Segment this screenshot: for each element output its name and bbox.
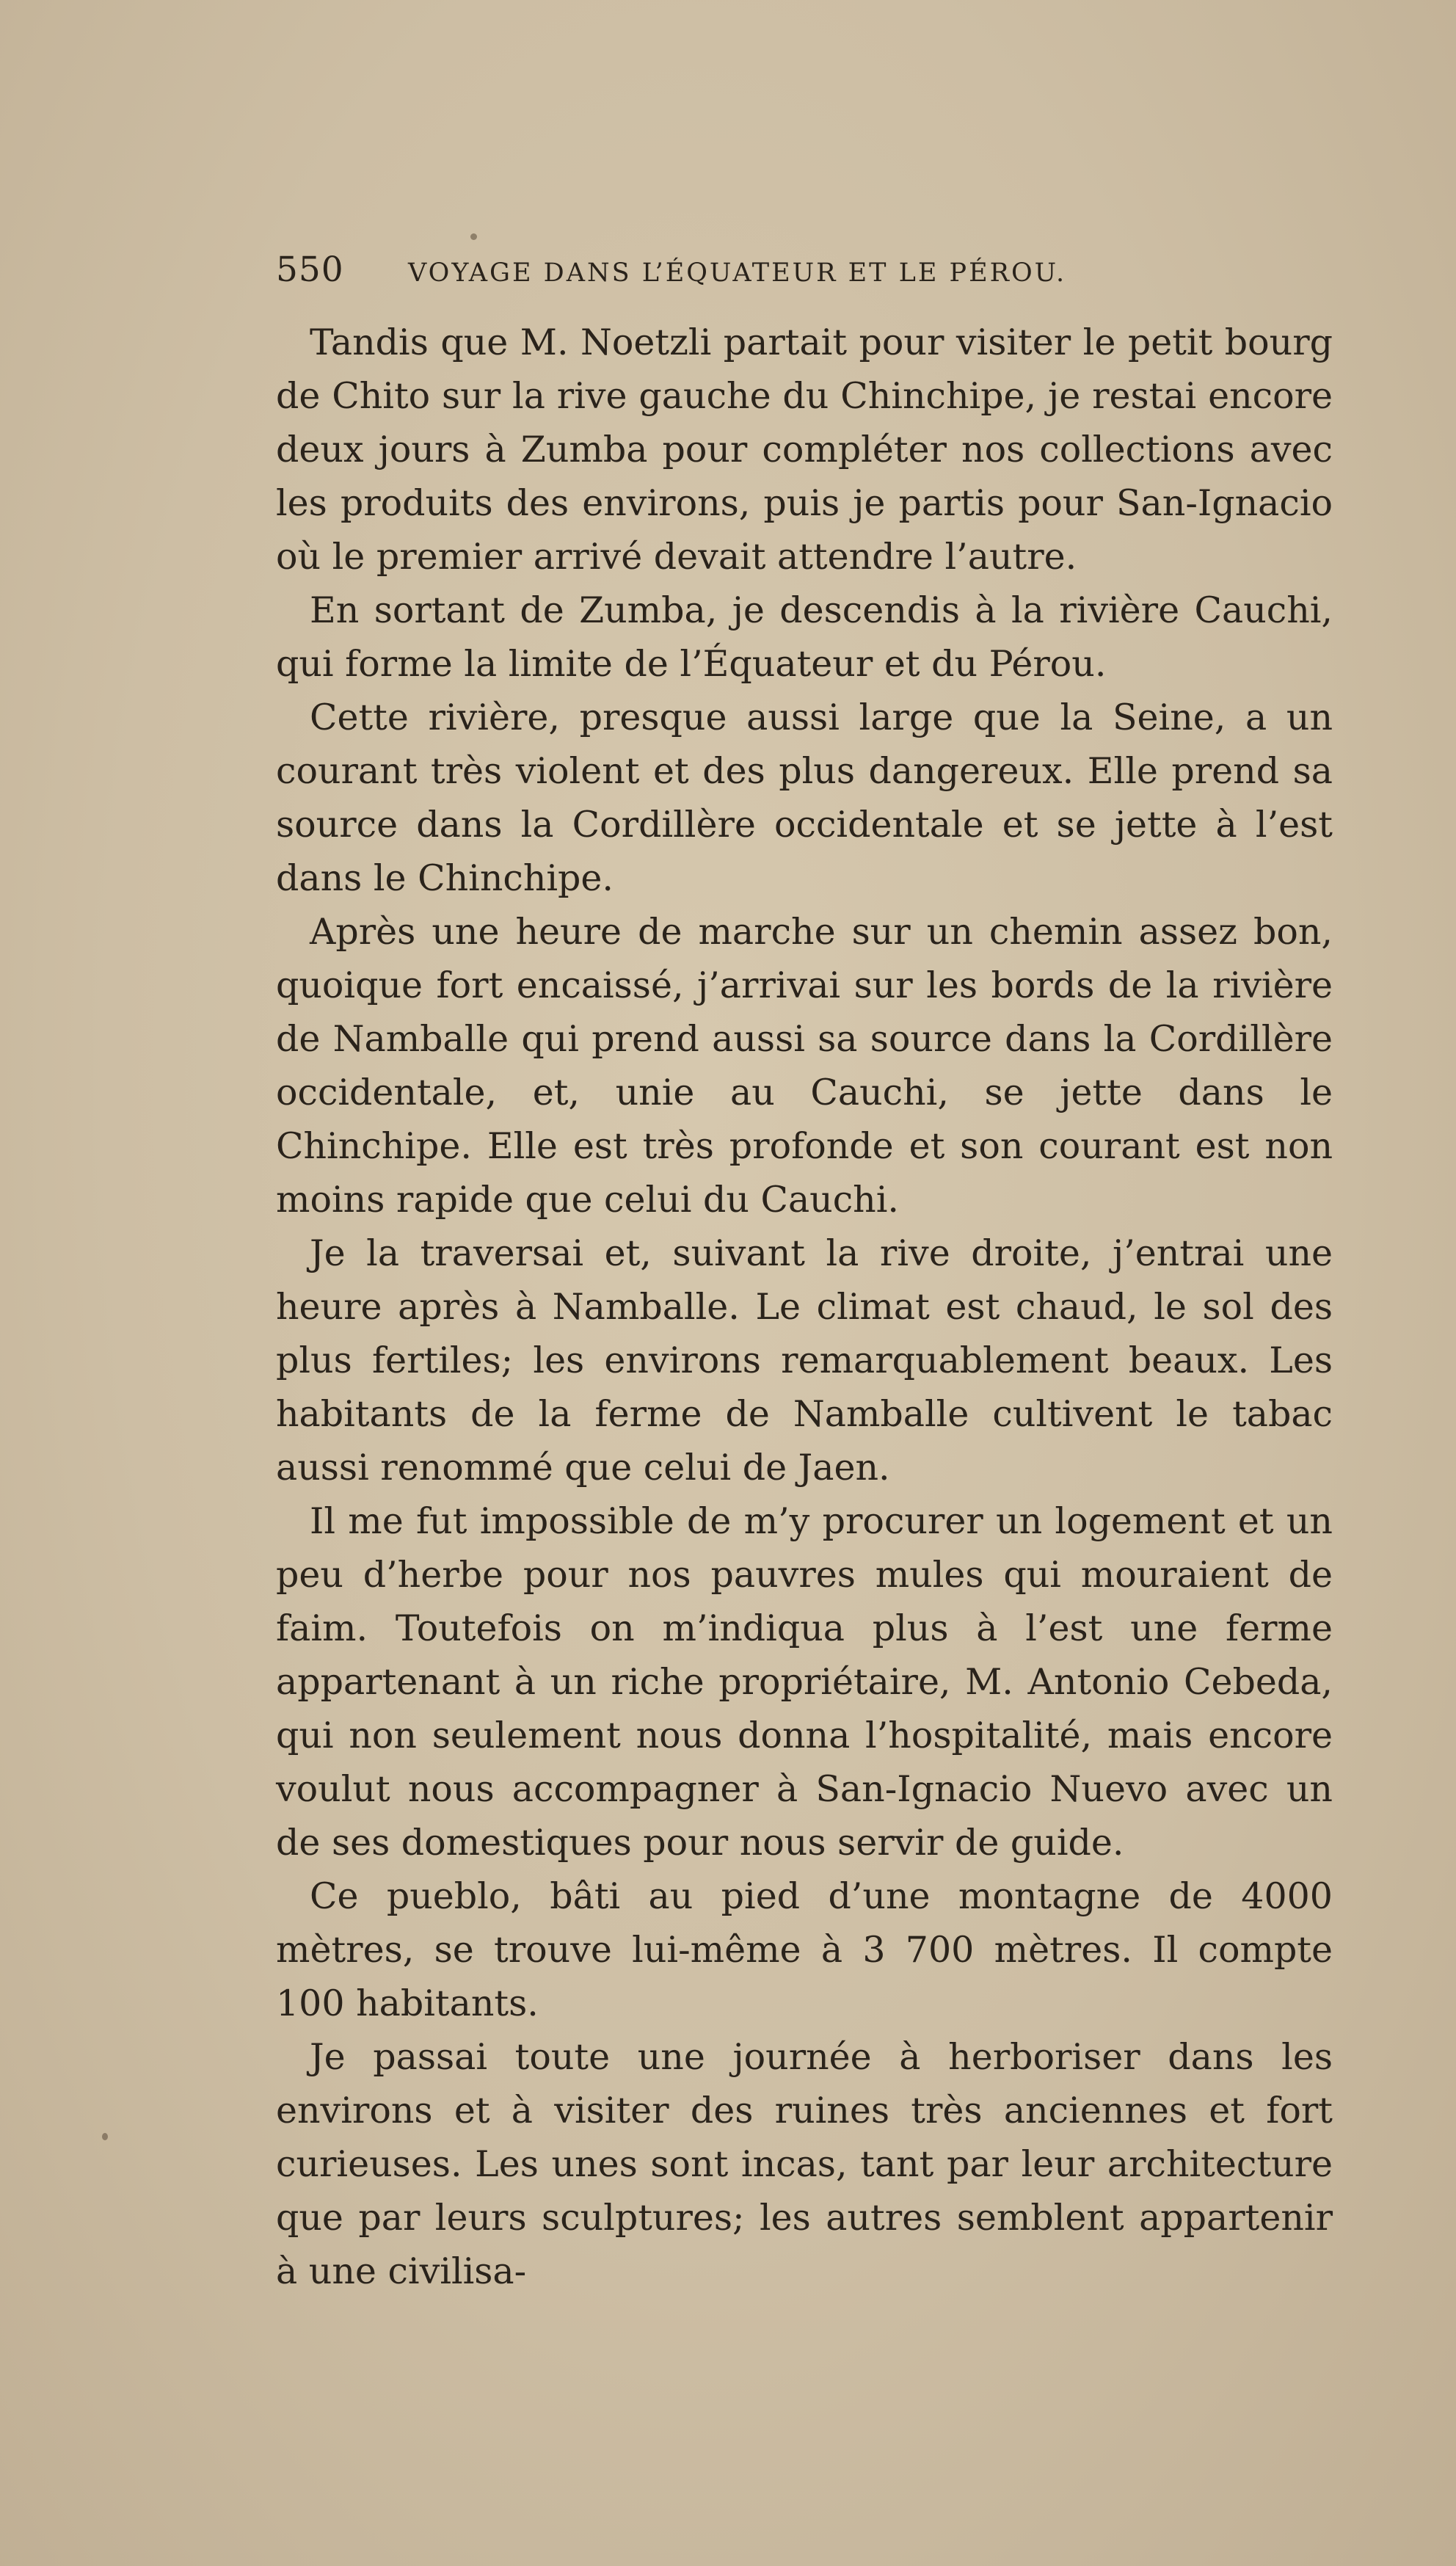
page-number: 550 — [276, 250, 344, 290]
body-text — [276, 316, 1333, 2298]
running-title: VOYAGE DANS L’ÉQUATEUR ET LE PÉROU. — [408, 258, 1067, 288]
paragraph: Il me fut impossible de m’y procurer un logement et un peu d’herbe pour nos pauvres mules qui mouraient de faim. Toutefois on m’indiqua plus à l’est une ferme appartenant à un riche propriétaire, M. Antonio Cebeda, qui non seulement nous donna l’hospitalité, mais encore voulut nous accompagner à San-Ignacio Nuevo avec un de ses domestiques pour nous servir de guide. — [276, 1500, 1333, 1864]
running-head — [276, 250, 1142, 301]
ink-spot — [470, 233, 477, 240]
paragraph: Ce pueblo, bâti au pied d’une montagne de 4000 mètres, se trouve lui-même à 3 700 mètres. Il compte 100 habitants. — [276, 1875, 1333, 2024]
ink-spot — [102, 2133, 108, 2140]
paragraph: En sortant de Zumba, je descendis à la rivière Cauchi, qui forme la limite de l’Équateur et du Pérou. — [276, 589, 1333, 685]
paragraph: Tandis que M. Noetzli partait pour visiter le petit bourg de Chito sur la rive gauche du Chinchipe, je restai encore deux jours à Zumba pour compléter nos collections avec les produits des environs, puis je partis pour San-Ignacio où le premier arrivé devait attendre l’autre. — [276, 321, 1333, 578]
paragraph: Je la traversai et, suivant la rive droite, j’entrai une heure après à Namballe. Le climat est chaud, le sol des plus fertiles; les environs remarquablement beaux. Les habitants de la ferme de Namballe cultivent le tabac aussi renommé que celui de Jaen. — [276, 1232, 1333, 1489]
paragraph: Cette rivière, presque aussi large que la Seine, a un courant très violent et des plus dangereux. Elle prend sa source dans la Cordillère occidentale et se jette à l’est dans le Chinchipe. — [276, 697, 1333, 899]
paragraph: Après une heure de marche sur un chemin assez bon, quoique fort encaissé, j’arrivai sur les bords de la rivière de Namballe qui prend aussi sa source dans la Cordillère occidentale, et, unie au Cauchi, se jette dans le Chinchipe. Elle est très profonde et son courant est non moins rapide que celui du Cauchi. — [276, 911, 1333, 1221]
paragraph: Je passai toute une journée à herboriser dans les environs et à visiter des ruines très anciennes et fort curieuses. Les unes sont incas, tant par leur architecture que par leurs sculptures; les autres semblent appartenir à une civilisa- — [276, 2036, 1333, 2292]
